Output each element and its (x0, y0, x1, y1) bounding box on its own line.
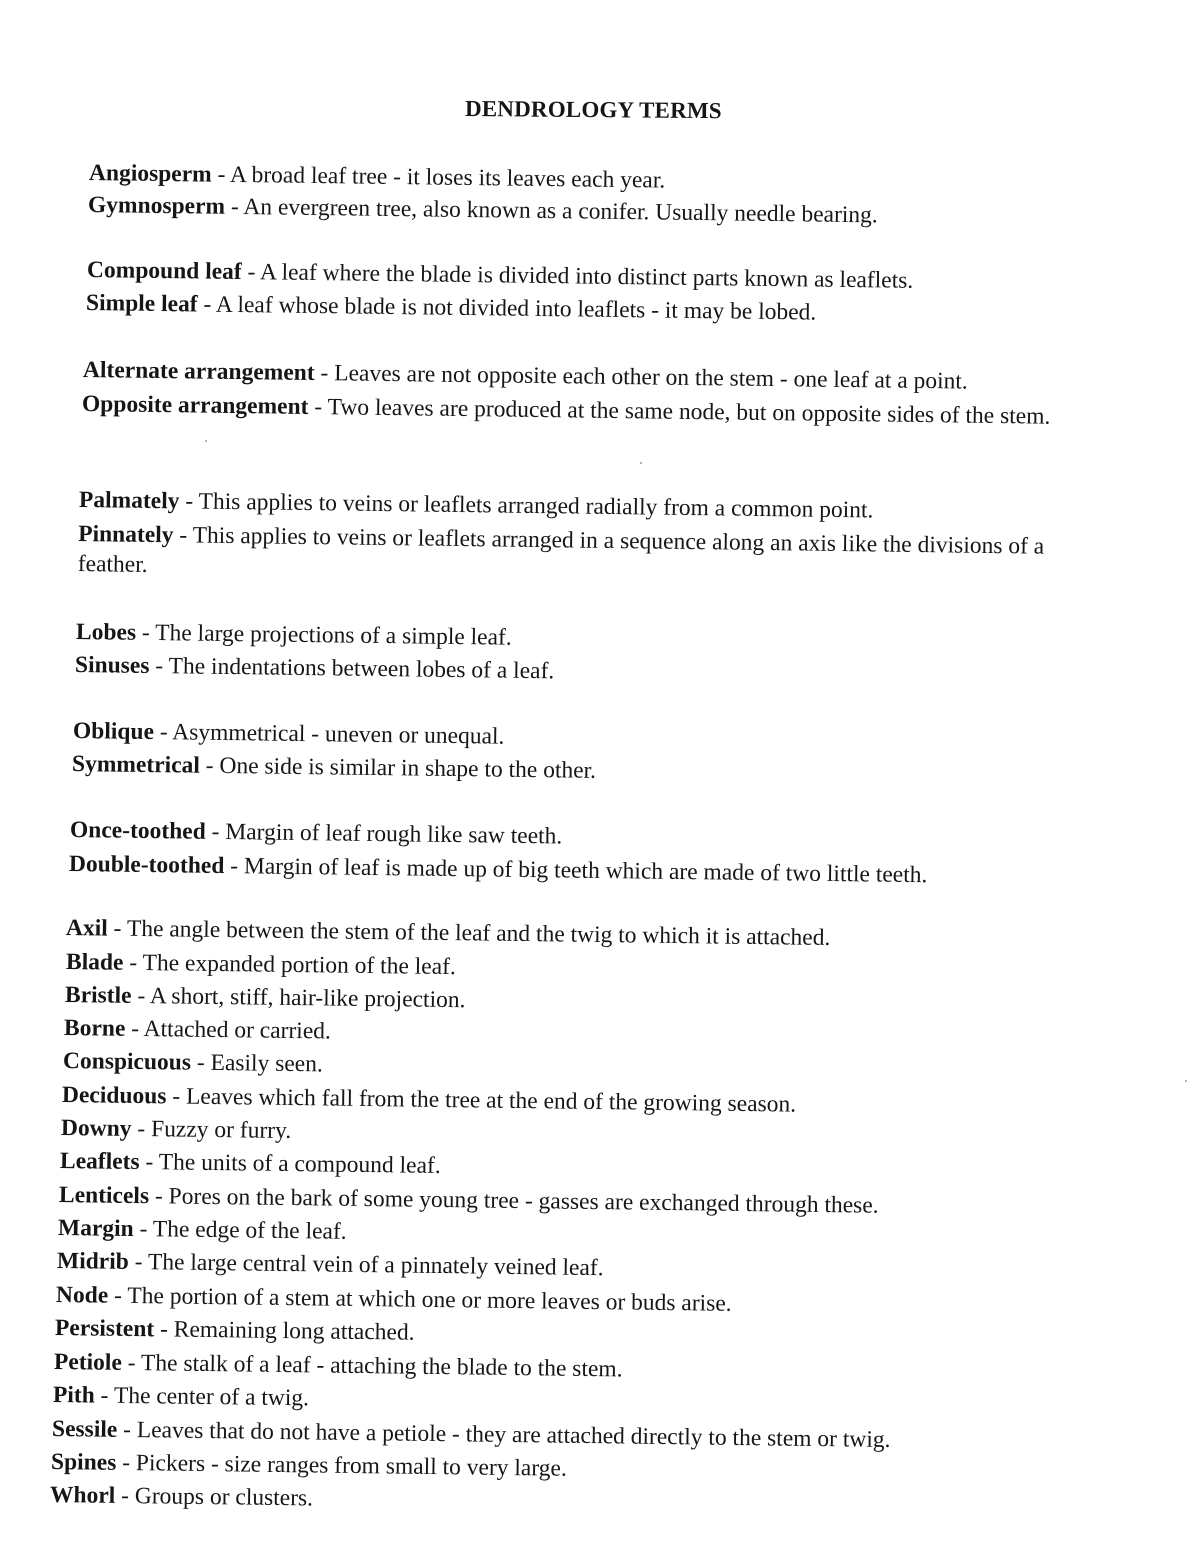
separator: - (139, 1149, 159, 1176)
term: Angiosperm (88, 160, 212, 188)
separator: - (153, 719, 173, 746)
definition: One side is similar in shape to the other. (219, 752, 597, 784)
separator: - (128, 1248, 149, 1276)
separator: - (224, 853, 245, 880)
separator: - (149, 652, 169, 680)
term-entry (64, 1013, 331, 1046)
definition: Easily seen. (210, 1049, 323, 1078)
term: Bristle (64, 982, 132, 1009)
definition: The units of a compound leaf. (158, 1149, 441, 1179)
term-entry (69, 849, 928, 890)
term: Gymnosperm (87, 192, 226, 220)
separator: - (94, 1382, 115, 1409)
definition: Fuzzy or furry. (150, 1116, 292, 1145)
separator: - (148, 1183, 169, 1210)
definition: The indentations between lobes of a leaf. (168, 653, 555, 685)
separator: - (131, 1115, 152, 1143)
separator: - (107, 915, 128, 942)
separator: - (199, 752, 220, 779)
definition: Asymmetrical - uneven or unequal. (172, 719, 505, 750)
definition: Margin of leaf rough like saw teeth. (225, 819, 563, 850)
separator: - (211, 161, 231, 188)
term-entry (72, 749, 596, 786)
definition: Attached or carried. (143, 1016, 332, 1045)
definition: Pores on the bark of some young tree - gasses are exchanged through these. (168, 1183, 879, 1219)
term-entry (50, 1480, 313, 1513)
term-entry (57, 1246, 604, 1283)
term: Palmately (78, 487, 180, 515)
definition: A leaf whose blade is not divided into leaflets - it may be lobed. (215, 291, 817, 326)
term: Opposite arrangement (81, 391, 309, 420)
definition: This applies to veins or leaflets arranged radially from a common point. (198, 488, 874, 524)
separator: - (190, 1049, 211, 1076)
term-entry (58, 1213, 347, 1247)
term: Compound leaf (86, 257, 242, 286)
term: Symmetrical (71, 751, 201, 779)
definition: Leaves that do not have a petiole - they are attached directly to the stem or twig. (136, 1417, 891, 1453)
term-entry (56, 1280, 732, 1319)
term: Borne (63, 1015, 126, 1042)
term-entry (63, 1046, 323, 1079)
scan-speck (1185, 1080, 1187, 1082)
definition: A broad leaf tree - it loses its leaves each year. (229, 161, 666, 194)
term-entry (89, 158, 666, 196)
page-title: DENDROLOGY TERMS (464, 96, 722, 124)
term-entry (88, 190, 878, 230)
term: Oblique (72, 718, 155, 746)
term: Sessile (51, 1416, 118, 1443)
separator: - (241, 259, 261, 286)
definition: Groups or clusters. (134, 1483, 314, 1512)
term: Once-toothed (69, 817, 206, 845)
scan-speck (205, 440, 207, 442)
term: Pith (52, 1382, 95, 1409)
term: Node (55, 1282, 109, 1309)
separator: - (314, 360, 335, 387)
term-entry (60, 1146, 441, 1181)
definition: A leaf where the blade is divided into distinct parts known as leaflets. (259, 259, 914, 294)
scan-speck (640, 462, 642, 464)
term-entry (54, 1347, 623, 1384)
term: Pinnately (78, 521, 174, 549)
term: Double-toothed (68, 851, 225, 880)
term: Conspicuous (62, 1048, 192, 1076)
term: Spines (50, 1449, 117, 1476)
term-entry (66, 913, 831, 953)
separator: - (197, 291, 217, 318)
separator: - (117, 1416, 138, 1444)
definition: The stalk of a leaf - attaching the blade to the stem. (140, 1350, 623, 1383)
term: Leaflets (59, 1148, 140, 1176)
separator: - (166, 1083, 187, 1110)
separator: - (115, 1482, 136, 1510)
term: Alternate arrangement (82, 357, 315, 387)
term: Midrib (56, 1248, 129, 1275)
term-entry (65, 980, 466, 1015)
separator: - (123, 949, 143, 977)
term: Sinuses (74, 652, 150, 679)
definition: Remaining long attached. (173, 1316, 415, 1346)
term: Deciduous (61, 1082, 167, 1110)
term: Downy (60, 1115, 132, 1142)
separator: - (116, 1449, 137, 1477)
term-entry (75, 650, 555, 686)
term-entry (51, 1447, 567, 1484)
term-entry (61, 1113, 292, 1146)
separator: - (308, 393, 328, 421)
definition: Leaves which fall from the tree at the end of the growing season. (185, 1083, 797, 1118)
separator: - (131, 982, 151, 1010)
separator: - (121, 1349, 142, 1377)
term: Whorl (49, 1482, 116, 1509)
term-entry (55, 1313, 415, 1348)
definition: A short, stiff, hair-like projection. (149, 983, 466, 1014)
definition: Margin of leaf is made up of big teeth which are made of two little teeth. (243, 853, 928, 889)
separator: - (108, 1282, 128, 1309)
term-entry (66, 947, 456, 982)
definition: Pickers - size ranges from small to very large. (135, 1450, 567, 1482)
separator: - (179, 488, 199, 515)
term: Blade (65, 949, 124, 976)
definition: The portion of a stem at which one or more leaves or buds arise. (127, 1282, 732, 1317)
term-entry (70, 815, 563, 851)
definition: Two leaves are produced at the same node, but on opposite sides of the stem. (327, 394, 1051, 430)
definition: Leaves are not opposite each other on the stem - one leaf at a point. (334, 360, 968, 395)
separator: - (205, 818, 226, 846)
term: Simple leaf (85, 290, 198, 318)
definition: The edge of the leaf. (152, 1216, 347, 1245)
separator: - (224, 193, 244, 221)
separator: - (125, 1015, 144, 1043)
term-entry (53, 1380, 309, 1413)
separator: - (133, 1215, 154, 1243)
definition: The angle between the stem of the leaf and the twig to which it is attached. (126, 915, 831, 952)
definition: The center of a twig. (113, 1382, 310, 1412)
separator: - (135, 619, 156, 647)
term: Axil (65, 915, 108, 942)
definition: The large projections of a simple leaf. (155, 620, 512, 651)
term-entry (76, 617, 512, 653)
term: Lenticels (58, 1182, 150, 1210)
definition: The large central vein of a pinnately veined leaf. (147, 1249, 604, 1282)
definition: The expanded portion of the leaf. (142, 950, 456, 981)
term-entry (79, 485, 874, 525)
term-entry (78, 519, 1054, 592)
separator: - (173, 522, 193, 549)
separator: - (154, 1316, 174, 1343)
term-entry (86, 288, 817, 328)
term: Lobes (75, 619, 137, 646)
definition: This applies to veins or leaflets arranged in a sequence along an axis like the divisions of a feather. (77, 522, 1045, 578)
term: Persistent (54, 1315, 155, 1343)
definition: An evergreen tree, also known as a conifer. Usually needle bearing. (243, 194, 878, 229)
term: Petiole (53, 1349, 123, 1376)
term-entry (73, 716, 505, 752)
term: Margin (57, 1215, 134, 1242)
